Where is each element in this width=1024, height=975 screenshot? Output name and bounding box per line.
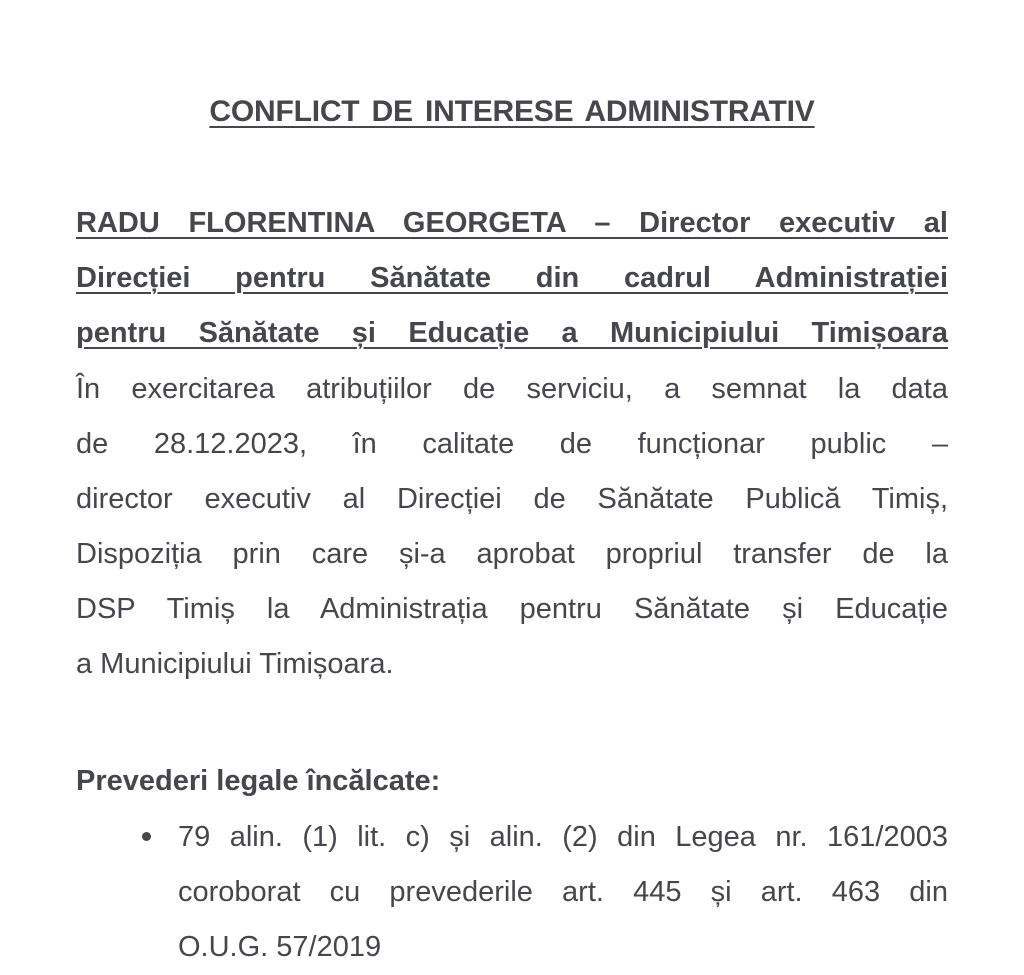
subject-heading [76,196,948,361]
bullet-icon [142,832,151,841]
legal-section-heading: Prevederi legale încălcate: [76,765,441,797]
document-title: CONFLICT DE INTERESE ADMINISTRATIV [209,95,815,128]
subject-heading-line: RADU FLORENTINA GEORGETA – Director executiv al [76,207,948,239]
body-paragraph [76,362,948,692]
list-item-line: coroborat cu prevederile art. 445 și art. 463 din [178,876,948,908]
body-line: DSP Timiș la Administrația pentru Sănătate și Educație [76,593,948,625]
body-line: În exercitarea atribuțiilor de serviciu, a semnat la data [76,373,948,405]
document-title-container [0,92,1024,132]
legal-provisions-list [0,810,1024,975]
list-item-line: O.U.G. 57/2019 [178,931,382,963]
body-line: de 28.12.2023, în calitate de funcționar public – [76,428,948,460]
list-item [178,810,948,975]
subject-heading-line: pentru Sănătate și Educație a Municipiului Timișoara [76,317,948,349]
body-line: Dispoziția prin care și-a aprobat propriul transfer de la [76,538,948,570]
subject-heading-line: Direcției pentru Sănătate din cadrul Administrației [76,262,948,294]
body-line: director executiv al Direcției de Sănătate Publică Timiș, [76,483,948,515]
body-line: a Municipiului Timișoara. [76,648,394,680]
list-item-line: 79 alin. (1) lit. c) și alin. (2) din Legea nr. 161/2003 [178,821,948,853]
